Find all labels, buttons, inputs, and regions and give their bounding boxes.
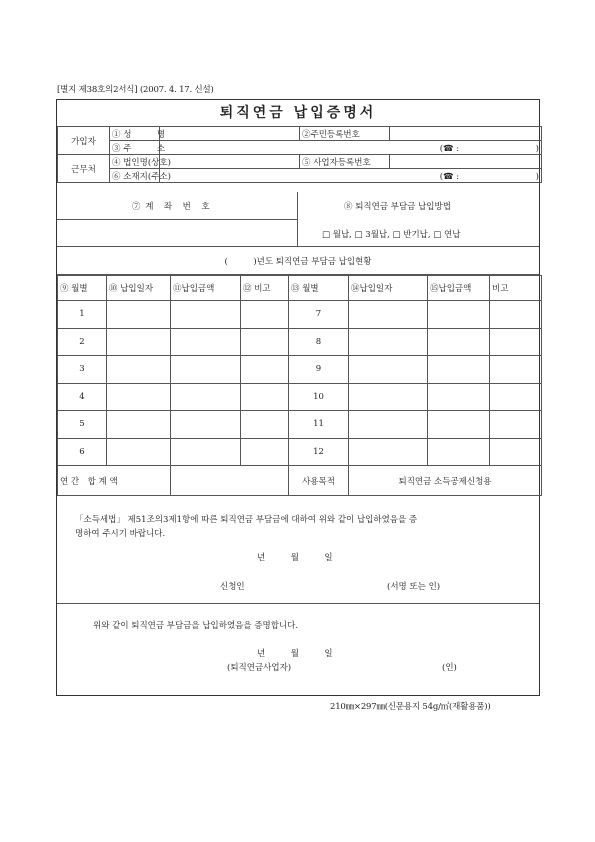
sign-note[interactable]: (서명 또는 인) (387, 582, 441, 592)
date-cell[interactable] (107, 438, 171, 466)
name-label: ① 성 명 (110, 127, 160, 141)
name-field[interactable] (160, 127, 300, 141)
applicant-section-label: 가입자 (58, 127, 110, 155)
annual-total-field[interactable] (171, 466, 289, 496)
amount-cell[interactable] (428, 411, 490, 439)
header-amount-right: ⑮납입금액 (428, 276, 490, 301)
amount-cell[interactable] (171, 356, 241, 384)
note-cell[interactable] (241, 411, 289, 439)
note-cell[interactable] (241, 438, 289, 466)
header-date-right: ⑭납입일자 (349, 276, 428, 301)
account-number-label: ⑦ 계 좌 번 호 (132, 202, 211, 212)
month-cell: 1 (58, 301, 107, 329)
table-row (58, 301, 542, 329)
amount-cell[interactable] (428, 301, 490, 329)
amount-cell[interactable] (171, 328, 241, 356)
request-text-line2: 명하여 주시기 바랍니다. (75, 529, 166, 539)
note-cell[interactable] (490, 383, 542, 411)
date-cell[interactable] (349, 301, 428, 329)
month-cell: 6 (58, 438, 107, 466)
status-title: ( )년도 퇴직연금 부담금 납입현황 (224, 257, 372, 267)
table-row (58, 383, 542, 411)
month-cell: 12 (289, 438, 349, 466)
note-cell[interactable] (241, 356, 289, 384)
usage-value: 퇴직연금 소득공제신청용 (349, 466, 542, 496)
provider-label: (퇴직연금사업자) (227, 663, 292, 673)
note-cell[interactable] (490, 438, 542, 466)
month-cell: 8 (289, 328, 349, 356)
month-cell: 11 (289, 411, 349, 439)
month-cell: 10 (289, 383, 349, 411)
certify-date[interactable]: 년 월 일 (257, 649, 333, 659)
date-cell[interactable] (349, 328, 428, 356)
note-cell[interactable] (241, 328, 289, 356)
amount-cell[interactable] (171, 411, 241, 439)
table-row (58, 438, 542, 466)
note-cell[interactable] (241, 301, 289, 329)
address-field[interactable] (160, 141, 542, 155)
status-title-bar (57, 247, 539, 275)
amount-cell[interactable] (428, 356, 490, 384)
note-cell[interactable] (490, 411, 542, 439)
month-cell: 9 (289, 356, 349, 384)
date-cell[interactable] (349, 438, 428, 466)
date-cell[interactable] (107, 411, 171, 439)
amount-cell[interactable] (171, 301, 241, 329)
resident-number-field[interactable] (390, 127, 542, 141)
applicant-phone-label: (☎ : ) (439, 143, 539, 154)
date-cell[interactable] (349, 411, 428, 439)
resident-number-label: ②주민등록번호 (300, 127, 390, 141)
note-cell[interactable] (490, 356, 542, 384)
month-cell: 5 (58, 411, 107, 439)
location-label: ⑥ 소재지(주소) (110, 169, 160, 183)
paper-size-note: 210㎜×297㎜(신문용지 54g/㎡(재활용품)) (330, 702, 491, 712)
form-title: 퇴직연금 납입증명서 (57, 100, 539, 127)
applicant-table (57, 126, 542, 183)
business-number-field[interactable] (390, 155, 542, 169)
certify-text: 위와 같이 퇴직연금 부담금을 납입하였음을 증명합니다. (93, 621, 299, 631)
date-cell[interactable] (349, 356, 428, 384)
payment-status-table (57, 275, 542, 496)
annual-total-label: 연 간 합 계 액 (58, 466, 171, 496)
usage-label: 사용목적 (289, 466, 349, 496)
account-method-block (57, 192, 539, 247)
company-name-label: ④ 법인명(상호) (110, 155, 160, 169)
amount-cell[interactable] (171, 383, 241, 411)
note-cell[interactable] (241, 383, 289, 411)
applicant-sign-label: 신청인 (220, 582, 245, 592)
workplace-phone-label: (☎ : ) (439, 171, 539, 182)
table-row (58, 356, 542, 384)
location-field[interactable] (160, 169, 542, 183)
seal-note[interactable]: (인) (442, 663, 457, 673)
date-cell[interactable] (107, 383, 171, 411)
date-cell[interactable] (107, 356, 171, 384)
form-number-note: [별지 제38호의2서식] (2007. 4. 17. 신설) (57, 85, 214, 95)
account-number-field[interactable] (59, 221, 295, 245)
payment-method-label: ⑧ 퇴직연금 부담금 납입방법 (344, 202, 451, 212)
header-amount-left: ⑪납입금액 (171, 276, 241, 301)
amount-cell[interactable] (428, 328, 490, 356)
certificate-form (56, 99, 540, 696)
header-note-left: ⑫ 비고 (241, 276, 289, 301)
table-row (58, 411, 542, 439)
note-cell[interactable] (490, 328, 542, 356)
date-cell[interactable] (349, 383, 428, 411)
request-text-line1: 「소득세법」 제51조의3제1항에 따른 퇴직연금 부담금에 대하여 위와 같이 납입하였음을 증 (75, 515, 418, 525)
header-note-right: 비고 (490, 276, 542, 301)
header-date-left: ⑩ 납입일자 (107, 276, 171, 301)
request-date[interactable]: 년 월 일 (257, 553, 333, 563)
header-month-left: ⑨ 월별 (58, 276, 107, 301)
amount-cell[interactable] (428, 383, 490, 411)
month-cell: 2 (58, 328, 107, 356)
header-month-right: ⑬ 월별 (289, 276, 349, 301)
table-row (58, 328, 542, 356)
amount-cell[interactable] (428, 438, 490, 466)
request-block (57, 495, 539, 604)
month-cell: 4 (58, 383, 107, 411)
month-cell: 3 (58, 356, 107, 384)
month-cell: 7 (289, 301, 349, 329)
company-name-field[interactable] (160, 155, 300, 169)
amount-cell[interactable] (171, 438, 241, 466)
note-cell[interactable] (490, 301, 542, 329)
date-cell[interactable] (107, 301, 171, 329)
date-cell[interactable] (107, 328, 171, 356)
address-label: ③ 주 소 (110, 141, 160, 155)
workplace-section-label: 근무처 (58, 155, 110, 183)
payment-method-options[interactable]: □ 월납, □ 3월납, □ 반기납, □ 연납 (322, 230, 461, 240)
business-number-label: ⑤ 사업자등록번호 (300, 155, 390, 169)
